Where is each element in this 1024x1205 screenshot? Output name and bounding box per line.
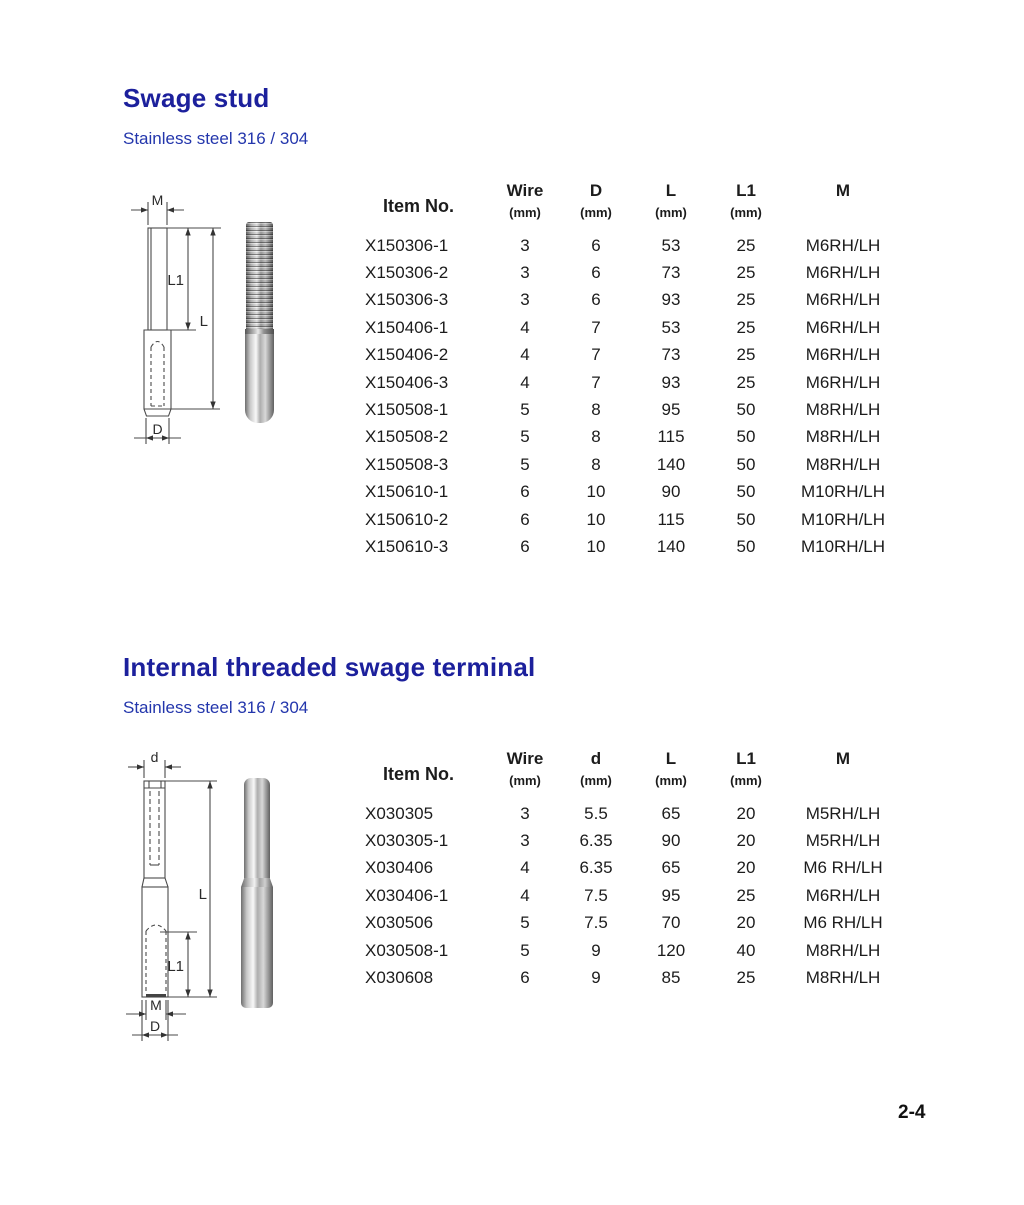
table-cell: 140 bbox=[656, 454, 686, 474]
col-header-l: L (mm) bbox=[655, 181, 687, 220]
table-cell: 8 bbox=[591, 427, 601, 447]
table-cell: M10RH/LH bbox=[800, 509, 886, 529]
table-header-row bbox=[363, 748, 903, 800]
table-cell: 3 bbox=[520, 235, 530, 255]
dim-label-m: M bbox=[151, 192, 164, 208]
table-cell: 6.35 bbox=[579, 831, 613, 851]
table-cell: 140 bbox=[656, 536, 686, 556]
table-cell: 25 bbox=[736, 235, 756, 255]
col-header-item-no: Item No. bbox=[383, 196, 455, 216]
table-cell: 5 bbox=[520, 913, 530, 933]
table-cell: X150508-2 bbox=[365, 427, 449, 447]
table-cell: 25 bbox=[736, 968, 756, 988]
table-row bbox=[363, 451, 903, 478]
table-cell: M5RH/LH bbox=[805, 831, 881, 851]
section-title-swage-terminal: Internal threaded swage terminal bbox=[123, 652, 536, 682]
table-cell: 4 bbox=[520, 345, 530, 365]
col-header-wire: Wire (mm) bbox=[506, 749, 544, 788]
table-cell: X150610-1 bbox=[365, 482, 449, 502]
table-cell: 53 bbox=[661, 235, 681, 255]
table-cell: 6 bbox=[591, 235, 601, 255]
dim-label-m: M bbox=[150, 997, 162, 1013]
table-cell: 40 bbox=[736, 940, 756, 960]
table-cell: 25 bbox=[736, 372, 756, 392]
table-cell: 20 bbox=[736, 858, 756, 878]
table-cell: M6RH/LH bbox=[805, 263, 881, 283]
table-cell: M8RH/LH bbox=[805, 940, 881, 960]
table-cell: 6 bbox=[520, 536, 530, 556]
terminal-tube-section bbox=[244, 778, 270, 878]
table-cell: M6RH/LH bbox=[805, 345, 881, 365]
table-cell: 65 bbox=[661, 858, 681, 878]
table-row bbox=[363, 369, 903, 396]
table-cell: 7.5 bbox=[584, 885, 608, 905]
table-cell: 20 bbox=[736, 913, 756, 933]
table-cell: 5 bbox=[520, 940, 530, 960]
table-row bbox=[363, 396, 903, 423]
table-cell: 4 bbox=[520, 885, 530, 905]
table-row bbox=[363, 479, 903, 506]
table-row bbox=[363, 827, 903, 854]
dim-label-l: L bbox=[198, 886, 207, 903]
table-cell: M6RH/LH bbox=[805, 372, 881, 392]
table-cell: 10 bbox=[586, 536, 606, 556]
table-cell: 95 bbox=[661, 885, 681, 905]
col-header-m: M bbox=[835, 181, 851, 200]
table-cell: 50 bbox=[736, 454, 756, 474]
table-cell: X030406-1 bbox=[365, 885, 449, 905]
table-cell: 5 bbox=[520, 454, 530, 474]
table-body bbox=[363, 232, 903, 561]
table-cell: M8RH/LH bbox=[805, 400, 881, 420]
table-cell: M6RH/LH bbox=[805, 317, 881, 337]
col-header-m: M bbox=[835, 749, 851, 768]
table-cell: X030608 bbox=[365, 968, 434, 988]
table-cell: 6 bbox=[520, 482, 530, 502]
table-cell: 73 bbox=[661, 345, 681, 365]
table-row bbox=[363, 937, 903, 964]
table-cell: 70 bbox=[661, 913, 681, 933]
table-cell: X030506 bbox=[365, 913, 434, 933]
page-number: 2-4 bbox=[898, 1102, 926, 1123]
table-cell: 25 bbox=[736, 345, 756, 365]
table-cell: 6 bbox=[591, 290, 601, 310]
table-cell: 50 bbox=[736, 536, 756, 556]
table-cell: 93 bbox=[661, 290, 681, 310]
table-cell: M6RH/LH bbox=[805, 290, 881, 310]
table-cell: 53 bbox=[661, 317, 681, 337]
table-row bbox=[363, 882, 903, 909]
terminal-body bbox=[241, 887, 273, 1008]
table-cell: 10 bbox=[586, 509, 606, 529]
table-cell: X030406 bbox=[365, 858, 434, 878]
table-cell: M8RH/LH bbox=[805, 427, 881, 447]
table-cell: 20 bbox=[736, 831, 756, 851]
table-cell: 3 bbox=[520, 290, 530, 310]
table-cell: 6 bbox=[520, 509, 530, 529]
table-cell: X150508-3 bbox=[365, 454, 449, 474]
table-cell: M10RH/LH bbox=[800, 536, 886, 556]
table-cell: 10 bbox=[586, 482, 606, 502]
table-row bbox=[363, 232, 903, 259]
table-cell: 50 bbox=[736, 509, 756, 529]
swage-stud-line-drawing bbox=[110, 185, 340, 465]
table-row bbox=[363, 342, 903, 369]
col-header-wire: Wire (mm) bbox=[506, 181, 544, 220]
table-row bbox=[363, 910, 903, 937]
table-cell: 85 bbox=[661, 968, 681, 988]
dim-label-l: L bbox=[199, 313, 208, 330]
dim-label-l1: L1 bbox=[167, 958, 184, 975]
table-cell: 3 bbox=[520, 803, 530, 823]
table-cell: 7 bbox=[591, 345, 601, 365]
table-cell: X150508-1 bbox=[365, 400, 449, 420]
col-header-l1: L1 (mm) bbox=[730, 181, 762, 220]
dim-label-d: D bbox=[152, 421, 163, 437]
swage-terminal-table bbox=[363, 748, 903, 992]
swage-terminal-photo bbox=[241, 778, 273, 1008]
table-cell: 6.35 bbox=[579, 858, 613, 878]
dim-label-l1: L1 bbox=[167, 272, 184, 289]
table-cell: X030305 bbox=[365, 803, 434, 823]
table-cell: 4 bbox=[520, 317, 530, 337]
table-cell: X030305-1 bbox=[365, 831, 449, 851]
table-cell: 8 bbox=[591, 454, 601, 474]
col-header-d: D (mm) bbox=[580, 181, 612, 220]
table-row bbox=[363, 259, 903, 286]
table-cell: M8RH/LH bbox=[805, 968, 881, 988]
table-cell: 3 bbox=[520, 831, 530, 851]
table-cell: 3 bbox=[520, 263, 530, 283]
stud-swage-body bbox=[245, 334, 274, 423]
table-cell: X150306-1 bbox=[365, 235, 449, 255]
table-cell: X150306-2 bbox=[365, 263, 449, 283]
table-row bbox=[363, 314, 903, 341]
table-cell: 25 bbox=[736, 290, 756, 310]
table-cell: 20 bbox=[736, 803, 756, 823]
terminal-shoulder bbox=[241, 878, 273, 887]
table-cell: 93 bbox=[661, 372, 681, 392]
table-cell: 5 bbox=[520, 400, 530, 420]
table-cell: X150406-2 bbox=[365, 345, 449, 365]
table-cell: M8RH/LH bbox=[805, 454, 881, 474]
table-row bbox=[363, 424, 903, 451]
table-cell: X150306-3 bbox=[365, 290, 449, 310]
table-row bbox=[363, 506, 903, 533]
table-row bbox=[363, 533, 903, 560]
table-cell: 5 bbox=[520, 427, 530, 447]
table-cell: 50 bbox=[736, 482, 756, 502]
section-title-swage-stud: Swage stud bbox=[123, 83, 270, 113]
table-cell: 9 bbox=[591, 968, 601, 988]
col-header-item-no: Item No. bbox=[383, 764, 455, 784]
table-cell: 120 bbox=[656, 940, 686, 960]
swage-stud-photo bbox=[245, 222, 274, 423]
table-cell: 7 bbox=[591, 317, 601, 337]
table-cell: M6 RH/LH bbox=[803, 858, 883, 878]
table-cell: 95 bbox=[661, 400, 681, 420]
table-cell: 25 bbox=[736, 885, 756, 905]
swage-stud-table bbox=[363, 180, 903, 561]
table-cell: 7.5 bbox=[584, 913, 608, 933]
table-cell: 6 bbox=[591, 263, 601, 283]
table-cell: 5.5 bbox=[584, 803, 608, 823]
table-row bbox=[363, 964, 903, 991]
swage-terminal-line-drawing bbox=[110, 745, 340, 1055]
table-header-row bbox=[363, 180, 903, 232]
table-row bbox=[363, 855, 903, 882]
table-cell: 50 bbox=[736, 400, 756, 420]
table-body bbox=[363, 800, 903, 992]
table-cell: 4 bbox=[520, 372, 530, 392]
table-cell: M6RH/LH bbox=[805, 885, 881, 905]
table-cell: 73 bbox=[661, 263, 681, 283]
table-cell: M10RH/LH bbox=[800, 482, 886, 502]
table-cell: 7 bbox=[591, 372, 601, 392]
table-cell: X150406-3 bbox=[365, 372, 449, 392]
table-row bbox=[363, 800, 903, 827]
stud-thread-section bbox=[246, 222, 273, 329]
table-cell: X030508-1 bbox=[365, 940, 449, 960]
table-row bbox=[363, 287, 903, 314]
table-cell: 6 bbox=[520, 968, 530, 988]
dim-label-d-small: d bbox=[150, 749, 159, 765]
table-cell: 115 bbox=[657, 509, 685, 529]
table-cell: 90 bbox=[661, 482, 681, 502]
dim-label-d-big: D bbox=[149, 1018, 161, 1034]
table-cell: 65 bbox=[661, 803, 681, 823]
table-cell: M6RH/LH bbox=[805, 235, 881, 255]
table-cell: 9 bbox=[591, 940, 601, 960]
section-subtitle-swage-stud: Stainless steel 316 / 304 bbox=[123, 129, 309, 148]
table-cell: 50 bbox=[736, 427, 756, 447]
table-cell: M6 RH/LH bbox=[803, 913, 883, 933]
table-cell: 4 bbox=[520, 858, 530, 878]
table-cell: 115 bbox=[657, 427, 685, 447]
table-cell: X150610-2 bbox=[365, 509, 449, 529]
table-cell: M5RH/LH bbox=[805, 803, 881, 823]
table-cell: X150406-1 bbox=[365, 317, 449, 337]
col-header-l1: L1 (mm) bbox=[730, 749, 762, 788]
section-subtitle-swage-terminal: Stainless steel 316 / 304 bbox=[123, 698, 309, 717]
table-cell: X150610-3 bbox=[365, 536, 449, 556]
table-cell: 8 bbox=[591, 400, 601, 420]
col-header-l: L (mm) bbox=[655, 749, 687, 788]
table-cell: 25 bbox=[736, 317, 756, 337]
col-header-d: d (mm) bbox=[580, 749, 612, 788]
table-cell: 90 bbox=[661, 831, 681, 851]
table-cell: 25 bbox=[736, 263, 756, 283]
